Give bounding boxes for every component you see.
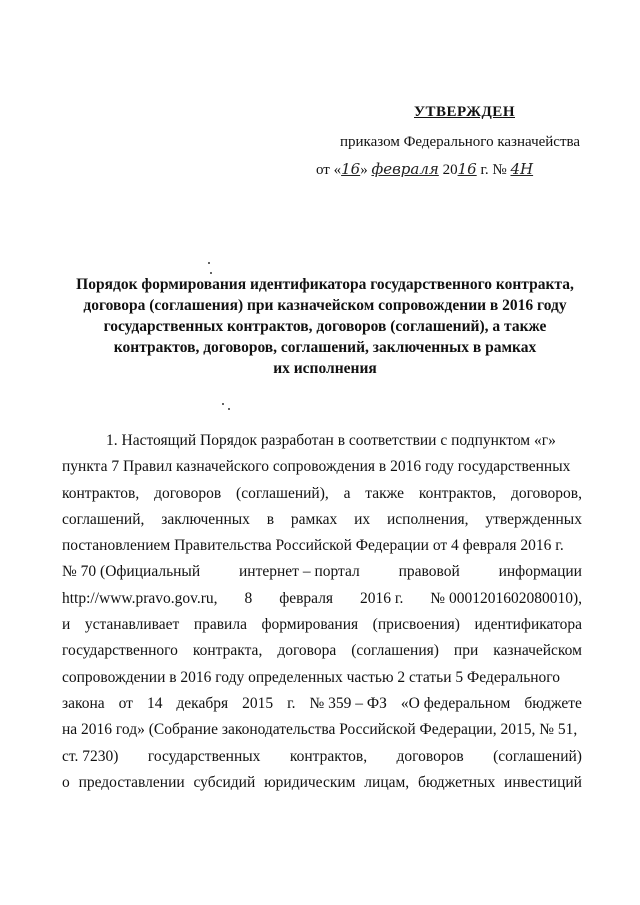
text-word: контрактов, [289,747,368,765]
order-number: 4Н [510,160,534,178]
text-word: устанавливает [84,616,180,634]
text-word: декабря [176,694,229,712]
text-word: а [343,484,351,502]
text-word: http://www.pravo.gov.ru, [62,589,218,607]
date-mid: » [360,162,368,178]
text-word: сопровождении в 2016 году определенных частью 2 статьи 5 Федерального [62,668,561,686]
text-word: контрактов, [62,484,140,502]
text-word: их [354,510,371,528]
text-line [62,586,582,612]
text-word: 2015 [242,694,274,712]
text-word: утвержденных [485,510,582,528]
paragraph-1 [62,428,582,796]
text-word: (соглашений) [493,747,582,765]
text-line [62,691,582,717]
text-word: ст. 7230) [62,747,119,765]
text-line [62,507,582,533]
text-line [62,665,582,691]
date-year: 16 [457,160,477,178]
text-word: предоставлении [78,773,185,791]
date-prefix: от « [316,162,342,178]
text-word: 1. Настоящий Порядок разработан в соответствии с подпунктом «г» [106,432,556,449]
text-word: от [118,694,133,712]
date-month: февраля [371,160,439,178]
text-word: контракта, [192,642,263,660]
text-word: интернет – портал [239,563,360,581]
text-word: 2016 г. [360,589,404,607]
text-line [62,428,582,454]
text-word: № 0001201602080010), [430,589,582,607]
text-word: (соглашений), [236,484,329,502]
date-year-suffix: г. № [476,162,507,178]
text-word: договоров [154,484,222,502]
text-word: идентификатора [474,616,582,634]
title-line: их исполнения [273,360,377,377]
text-line [62,559,582,585]
approval-date-line [316,160,533,179]
text-word: бюджетных [418,773,496,791]
text-word: договора [277,642,337,660]
text-word: договоров [396,747,464,765]
title-line: Порядок формирования идентификатора государственного контракта, [76,276,574,293]
approval-heading: УТВЕРЖДЕН [414,104,515,120]
text-line [62,770,582,796]
text-word: № 359 – ФЗ [309,694,387,712]
text-word: государственных [147,747,261,765]
date-year-prefix: 20 [442,162,458,178]
text-word: (соглашения) [351,642,439,660]
text-word: на 2016 год» (Собрание законодательства Российской Федерации, 2015, № 51, [62,721,578,739]
text-word: февраля [279,589,334,607]
title-line: государственных контрактов, договоров (соглашений), а также [103,318,547,335]
text-word: в [266,510,275,528]
text-word: № 70 (Официальный [62,563,201,581]
text-word: (присвоения) [372,616,460,634]
date-day: 16 [341,160,361,178]
title-line: контрактов, договоров, соглашений, заключенных в рамках [113,339,537,356]
text-line [62,638,582,664]
text-word: формирования [261,616,359,634]
text-word: лицам, [364,773,410,791]
text-line [62,744,582,770]
text-word: пункта 7 Правил казначейского сопровождения в 2016 году государственных [62,458,571,476]
text-word: юридическим [264,773,356,791]
text-word: бюджете [524,694,582,712]
text-word: постановлением Правительства Российской Федерации от 4 февраля 2016 г. [62,537,564,555]
text-word: рамках [290,510,338,528]
text-word: казначейском [493,642,582,660]
text-line [62,717,582,743]
scan-speck [228,408,230,410]
title-line: договора (соглашения) при казначейском сопровождении в 2016 году [83,297,567,314]
text-line [62,454,582,480]
text-word: о [62,773,70,791]
text-word: контрактов, [418,484,497,502]
document-title [60,274,590,379]
text-word: и [62,616,71,634]
text-word: информации [498,563,582,581]
text-word: при [453,642,479,660]
text-word: заключенных [161,510,250,528]
approval-order-line: приказом Федерального казначейства [340,134,581,150]
scan-speck [222,403,224,405]
text-word: договоров, [510,484,582,502]
text-word: государственного [62,642,178,660]
text-line [62,481,582,507]
text-line [62,612,582,638]
text-word: закона [62,694,105,712]
text-word: г. [287,694,296,712]
text-word: правила [193,616,247,634]
text-word: соглашений, [62,510,145,528]
text-word: «О федеральном [400,694,511,712]
text-word: 14 [146,694,163,712]
text-word: правовой [398,563,460,581]
text-word: также [365,484,405,502]
text-word: инвестиций [504,773,582,791]
text-word: 8 [244,589,253,607]
scan-speck [208,262,210,264]
text-word: субсидий [193,773,256,791]
text-line [62,533,582,559]
text-word: исполнения, [386,510,469,528]
